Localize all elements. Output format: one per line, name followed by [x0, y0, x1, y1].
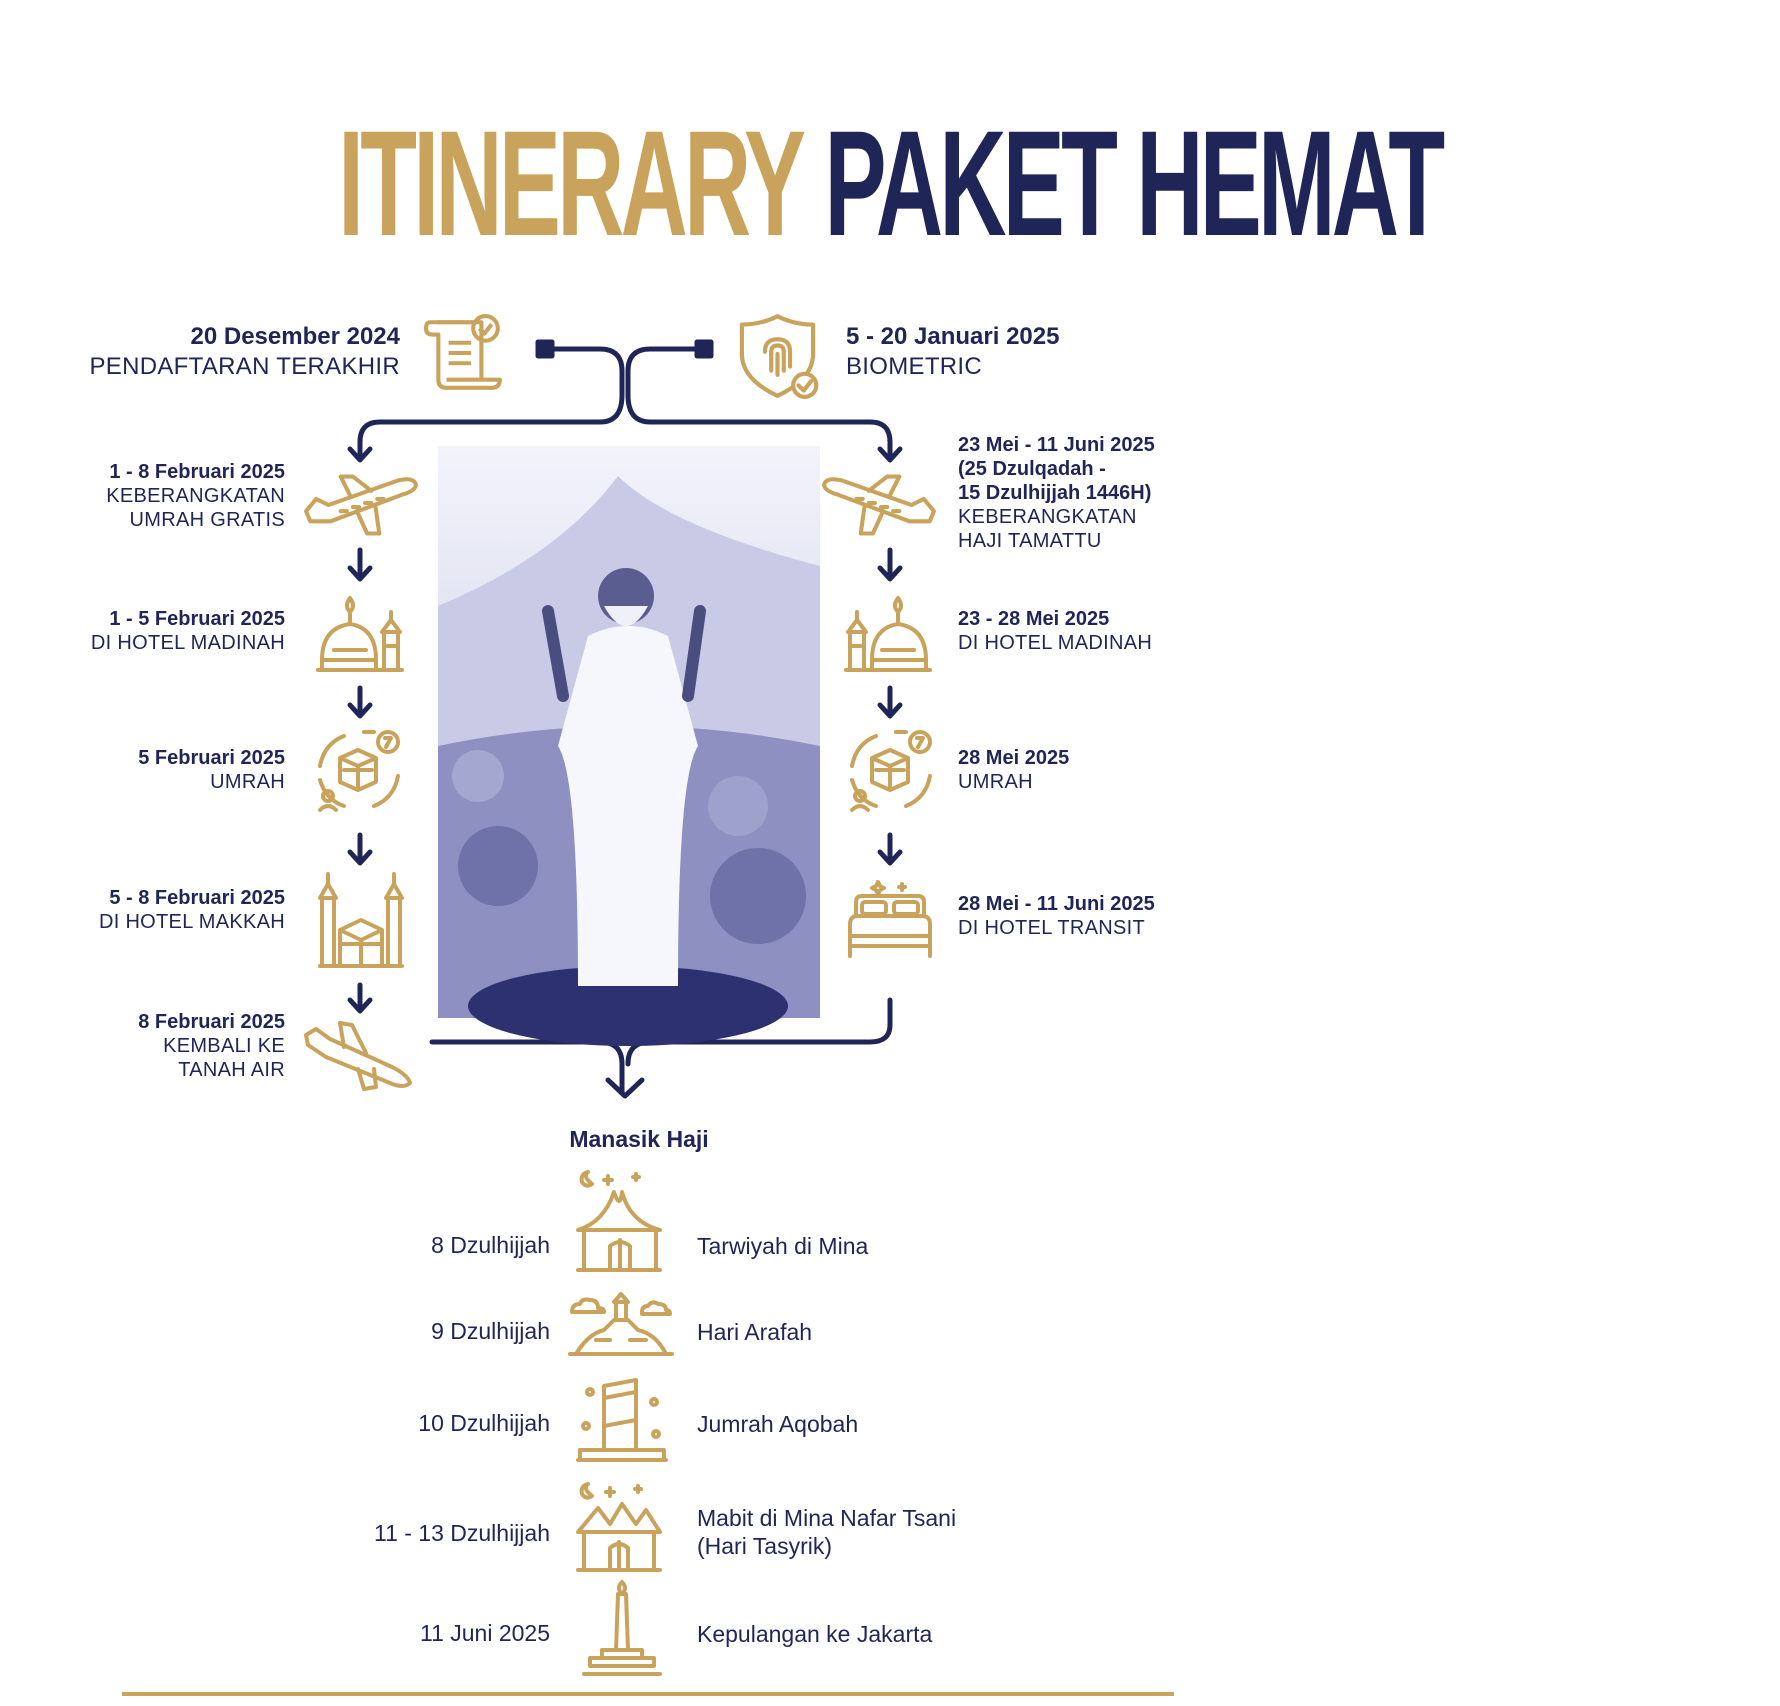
- umrah-step-4-date: 5 - 8 Februari 2025: [109, 887, 285, 909]
- haji-step-1-date2: (25 Dzulqadah -: [958, 458, 1106, 480]
- umrah-step-5-date: 8 Februari 2025: [138, 1011, 285, 1033]
- haji-step-3: [958, 746, 1248, 794]
- manasik-date-3: 10 Dzulhijjah: [418, 1410, 550, 1436]
- haji-step-2-text1: DI HOTEL MADINAH: [958, 632, 1153, 654]
- manasik-title: Manasik Haji: [569, 1126, 709, 1152]
- umrah-step-3-date: 5 Februari 2025: [138, 747, 285, 769]
- haji-step-4: [958, 892, 1248, 940]
- umrah-step-5-text2: TANAH AIR: [178, 1059, 285, 1081]
- pillar-icon: [574, 1376, 670, 1464]
- fingerprint-shield-icon: [735, 312, 820, 400]
- kaaba-minaret-icon: [316, 868, 406, 970]
- tent-icon: [574, 1170, 664, 1274]
- haji-step-3-text1: UMRAH: [958, 771, 1033, 793]
- scroll-check-icon: [424, 312, 506, 394]
- umrah-step-1-date: 1 - 8 Februari 2025: [109, 461, 285, 483]
- umrah-step-2-text1: DI HOTEL MADINAH: [90, 632, 285, 654]
- manasik-activity-4-line2: (Hari Tasyrik): [697, 1533, 833, 1559]
- umrah-step-5: [60, 1010, 285, 1082]
- top-left-text: PENDAFTARAN TERAKHIR: [89, 353, 400, 380]
- monument-icon: [582, 1580, 662, 1678]
- umrah-step-2-date: 1 - 5 Februari 2025: [109, 608, 285, 630]
- top-right-label: [846, 322, 1176, 382]
- airplane-icon: [300, 470, 422, 538]
- umrah-step-3: [60, 746, 285, 794]
- bottom-divider: [122, 1692, 1174, 1696]
- haji-step-1-text1: KEBERANGKATAN: [958, 506, 1137, 528]
- umrah-step-4: [60, 886, 285, 934]
- pilgrim-illustration: [438, 446, 820, 1018]
- umrah-step-3-text1: UMRAH: [210, 771, 285, 793]
- manasik-activity-4-line1: Mabit di Mina Nafar Tsani: [697, 1505, 957, 1531]
- haji-step-2: [958, 607, 1248, 655]
- umrah-step-5-text1: KEMBALI KE: [163, 1035, 285, 1057]
- tents-icon: [574, 1484, 664, 1574]
- umrah-step-4-text1: DI HOTEL MAKKAH: [98, 911, 285, 933]
- umrah-step-2: [60, 607, 285, 655]
- manasik-date-5: 11 Juni 2025: [419, 1620, 550, 1646]
- haji-step-4-text1: DI HOTEL TRANSIT: [958, 917, 1146, 939]
- kaaba-cycle-icon: [846, 726, 936, 812]
- haji-step-1: [958, 433, 1248, 553]
- manasik-activity-1: Tarwiyah di Mina: [697, 1233, 869, 1259]
- top-left-date: 20 Desember 2024: [190, 323, 400, 350]
- title-part-navy: PAKET HEMAT: [824, 99, 1442, 267]
- manasik-activity-4: [697, 1504, 1117, 1560]
- airplane-landing-icon: [300, 1005, 416, 1091]
- manasik-date-4: 11 - 13 Dzulhijjah: [373, 1520, 550, 1546]
- top-right-text: BIOMETRIC: [846, 353, 983, 380]
- manasik-date-2: 9 Dzulhijjah: [431, 1318, 550, 1344]
- haji-step-1-date: 23 Mei - 11 Juni 2025: [958, 434, 1155, 456]
- top-right-date: 5 - 20 Januari 2025: [846, 323, 1060, 350]
- airplane-icon: [818, 470, 940, 538]
- manasik-date-1: 8 Dzulhijjah: [431, 1232, 550, 1258]
- haji-step-1-date3: 15 Dzulhijjah 1446H): [958, 482, 1152, 504]
- umrah-step-1-text1: KEBERANGKATAN: [106, 485, 285, 507]
- mosque-icon: [314, 594, 406, 674]
- manasik-activity-2: Hari Arafah: [697, 1319, 813, 1345]
- pilgrim-photo: [438, 446, 820, 1018]
- manasik-activity-5: Kepulangan ke Jakarta: [697, 1621, 933, 1647]
- mountain-icon: [566, 1290, 676, 1358]
- umrah-step-1: [60, 460, 285, 532]
- haji-step-2-date: 23 - 28 Mei 2025: [958, 608, 1110, 630]
- bed-icon: [846, 878, 934, 960]
- kaaba-cycle-icon: [314, 726, 404, 812]
- haji-step-1-text2: HAJI TAMATTU: [958, 530, 1102, 552]
- mosque-icon: [842, 594, 934, 674]
- title-part-gold: ITINERARY: [338, 99, 803, 267]
- haji-step-4-date: 28 Mei - 11 Juni 2025: [958, 893, 1155, 915]
- haji-step-3-date: 28 Mei 2025: [958, 747, 1070, 769]
- manasik-activity-3: Jumrah Aqobah: [697, 1411, 859, 1437]
- umrah-step-1-text2: UMRAH GRATIS: [129, 509, 285, 531]
- top-left-label: [60, 322, 400, 382]
